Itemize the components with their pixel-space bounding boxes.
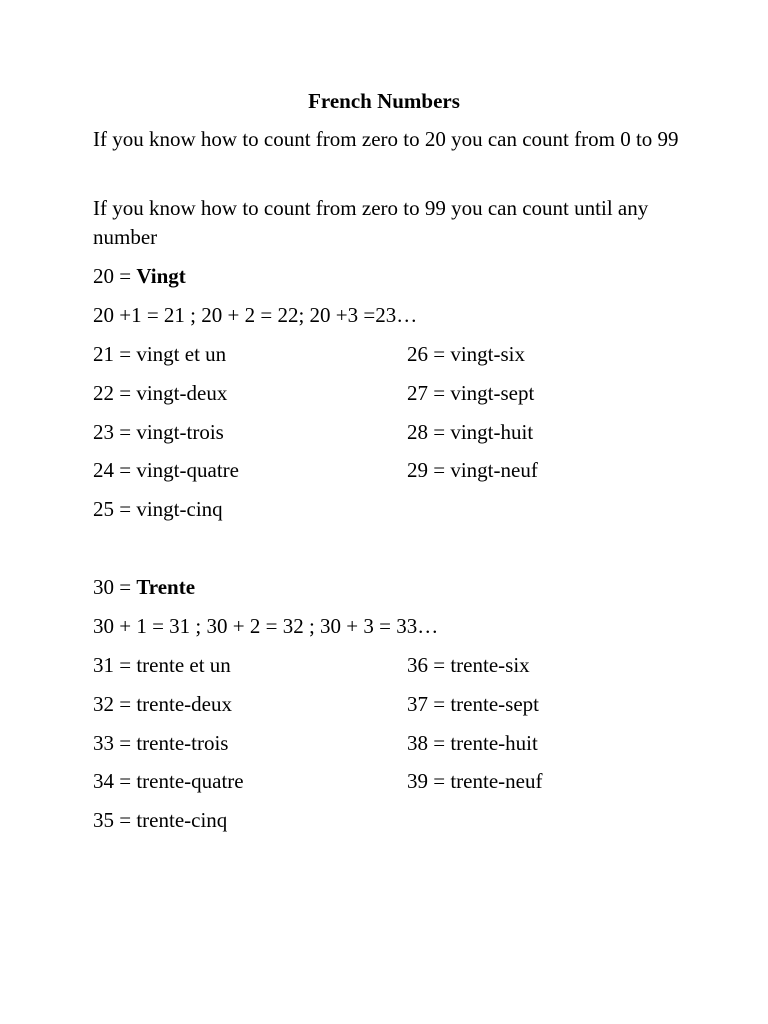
section-20-right-item: 26 = vingt-six	[407, 342, 526, 366]
section-30-heading	[93, 574, 195, 600]
section-30-right-item: 37 = trente-sept	[407, 692, 539, 716]
section-20-left-item: 22 = vingt-deux	[93, 381, 228, 405]
section-30-right-item: 39 = trente-neuf	[407, 769, 543, 793]
section-20-right-item: 28 = vingt-huit	[407, 420, 534, 444]
section-20-right-item: 29 = vingt-neuf	[407, 458, 538, 482]
section-30-left-item: 31 = trente et un	[93, 653, 231, 677]
section-30-right-item: 38 = trente-huit	[407, 731, 538, 755]
section-30-left-item: 35 = trente-cinq	[93, 808, 228, 832]
section-20-heading-prefix: 20 =	[93, 264, 137, 288]
intro-paragraph-1: If you know how to count from zero to 20 you can count from 0 to 99	[93, 127, 679, 151]
section-20-pattern: 20 +1 = 21 ; 20 + 2 = 22; 20 +3 =23…	[93, 303, 418, 327]
section-30-heading-prefix: 30 =	[93, 575, 137, 599]
intro-paragraph-2: If you know how to count from zero to 99 you can count until any number	[93, 196, 649, 249]
section-30-heading-word: Trente	[136, 575, 196, 599]
section-20-left-item: 21 = vingt et un	[93, 342, 227, 366]
section-20-left-item: 23 = vingt-trois	[93, 420, 224, 444]
section-20-left-item: 24 = vingt-quatre	[93, 458, 239, 482]
section-30-right-item: 36 = trente-six	[407, 653, 530, 677]
section-20-heading-word: Vingt	[136, 264, 186, 288]
section-30-left-item: 34 = trente-quatre	[93, 769, 244, 793]
section-30-pattern: 30 + 1 = 31 ; 30 + 2 = 32 ; 30 + 3 = 33…	[93, 614, 439, 638]
section-30-left-item: 32 = trente-deux	[93, 692, 232, 716]
page-title: French Numbers	[308, 89, 460, 113]
section-20-right-item: 27 = vingt-sept	[407, 381, 535, 405]
section-20-heading	[93, 263, 186, 289]
section-20-left-item: 25 = vingt-cinq	[93, 497, 223, 521]
section-30-left-item: 33 = trente-trois	[93, 731, 229, 755]
